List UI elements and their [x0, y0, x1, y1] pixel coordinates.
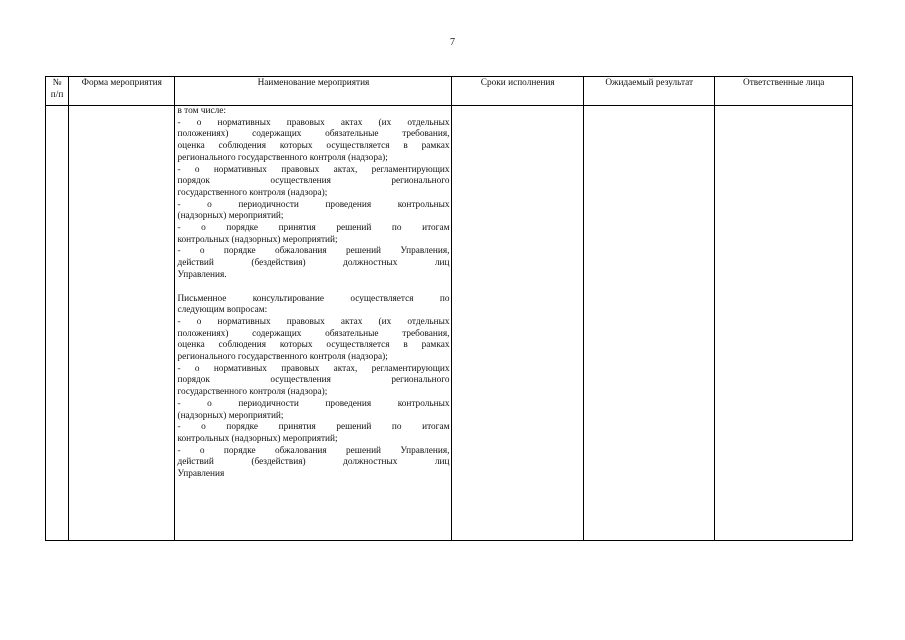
cell-form: [69, 106, 175, 541]
text-line: оценка соблюдения которых осуществляется в рамках: [177, 340, 450, 351]
text-line: порядок осуществления регионального: [177, 375, 450, 386]
text-line: действий (бездействия) должностных лиц: [177, 258, 450, 269]
text-line: регионального государственного контроля (надзора);: [177, 152, 388, 163]
header-responsible: Ответственные лица: [715, 77, 853, 106]
cell-name: [175, 106, 452, 541]
text-line: Управления.: [177, 269, 227, 280]
text-line: порядок осуществления регионального: [177, 176, 450, 187]
text-line: - о нормативных правовых актах (их отдельных: [177, 316, 450, 327]
text-line: - о нормативных правовых актах, регламентирующих: [177, 363, 450, 374]
text-line: (надзорных) мероприятий;: [177, 211, 284, 222]
text-line: действий (бездействия) должностных лиц: [177, 457, 450, 468]
consultation-topics-paragraph: [177, 106, 449, 282]
text-line: - о нормативных правовых актах, регламентирующих: [177, 164, 450, 175]
text-line: регионального государственного контроля (надзора);: [177, 352, 388, 363]
text-line: государственного контроля (надзора);: [177, 187, 328, 198]
text-line: - о порядке принятия решений по итогам: [177, 223, 450, 234]
page-number: 7: [450, 37, 455, 48]
cell-num: [46, 106, 69, 541]
written-consultation-paragraph: [177, 294, 449, 481]
text-line: следующим вопросам:: [177, 305, 268, 316]
text-line: контрольных (надзорных) мероприятий;: [177, 234, 338, 245]
header-result: Ожидаемый результат: [583, 77, 714, 106]
header-num: № п/п: [46, 77, 69, 106]
text-line: Письменное консультирование осуществляется по: [177, 293, 450, 304]
text-line: - о порядке обжалования решений Управления,: [177, 445, 450, 456]
table-row: [46, 106, 853, 541]
text-line: государственного контроля (надзора);: [177, 387, 328, 398]
text-line: - о порядке принятия решений по итогам: [177, 422, 450, 433]
text-line: - о периодичности проведения контрольных: [177, 199, 450, 210]
text-line: (надзорных) мероприятий;: [177, 410, 284, 421]
header-form: Форма мероприятия: [69, 77, 175, 106]
text-line: - о периодичности проведения контрольных: [177, 398, 450, 409]
cell-result: [583, 106, 714, 541]
text-line: контрольных (надзорных) мероприятий;: [177, 433, 338, 444]
text-line: - о порядке обжалования решений Управления,: [177, 246, 450, 257]
cell-deadline: [452, 106, 583, 541]
header-name: Наименование мероприятия: [175, 77, 452, 106]
text-line: положениях) содержащих обязательные требования,: [177, 328, 450, 339]
text-line: оценка соблюдения которых осуществляется в рамках: [177, 141, 450, 152]
table-header-row: [46, 77, 853, 106]
text-line: - о нормативных правовых актах (их отдельных: [177, 117, 450, 128]
text-line: в том числе:: [177, 106, 226, 116]
text-line: положениях) содержащих обязательные требования,: [177, 129, 450, 140]
cell-responsible: [715, 106, 853, 541]
text-line: Управления: [177, 469, 225, 480]
paragraph-gap: [177, 282, 449, 294]
header-deadline: Сроки исполнения: [452, 77, 583, 106]
events-table: [45, 76, 853, 541]
